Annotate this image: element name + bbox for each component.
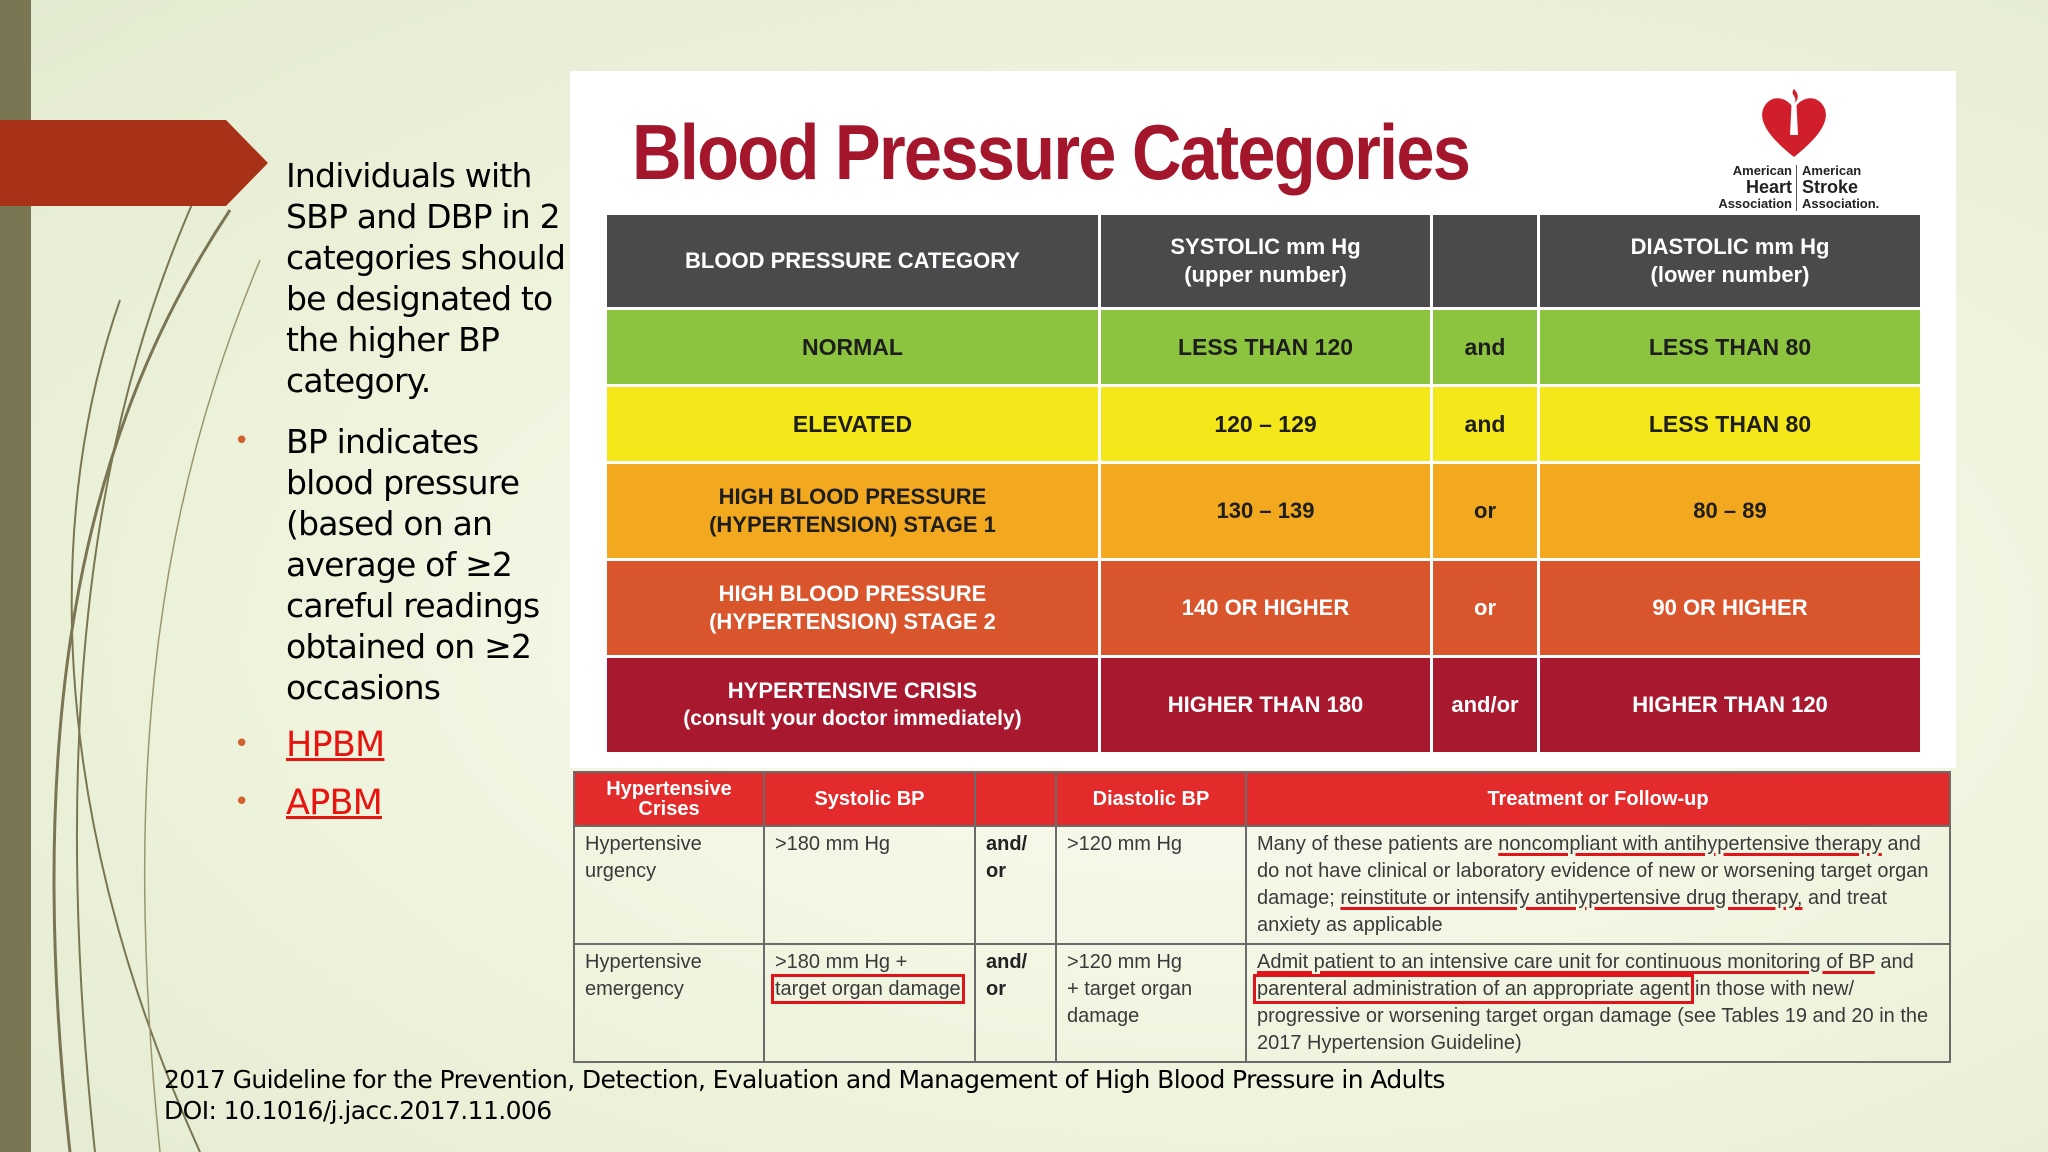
logo-divider (1796, 165, 1797, 211)
header-diastolic: DIASTOLIC mm Hg (lower number) (1540, 215, 1920, 307)
systolic-cell: >180 mm Hg + target organ damage (764, 944, 975, 1062)
citation-footer (164, 1064, 1445, 1126)
header-connector (975, 772, 1056, 826)
crisis-name-cell: Hypertensive emergency (574, 944, 764, 1062)
systolic-cell: HIGHER THAN 180 (1101, 658, 1430, 752)
bullet-text: BP indicates blood pressure (based on an average of ≥2 careful readings obtained on ≥2 occasions (286, 422, 540, 707)
bullet-item-hpbm (234, 724, 574, 766)
bp-category-table (604, 212, 1923, 755)
connector-cell: and (1433, 387, 1537, 461)
diastolic-cell: LESS THAN 80 (1540, 387, 1920, 461)
connector-cell: and/ or (975, 826, 1056, 944)
systolic-cell: 140 OR HIGHER (1101, 561, 1430, 655)
bp-row-stage-2 (607, 561, 1920, 655)
hpbm-link[interactable]: HPBM (286, 725, 385, 765)
header-connector (1433, 215, 1537, 307)
crisis-name-cell: Hypertensive urgency (574, 826, 764, 944)
systolic-cell: 120 – 129 (1101, 387, 1430, 461)
treatment-cell: Many of these patients are noncompliant with antihypertensive therapy and do not have clinical or laboratory evidence of new or worsening target organ damage; reinstitute or intensify antihypertensive drug therapy, and treat anxiety as applicable (1246, 826, 1950, 944)
bullet-dot: • (234, 426, 249, 456)
bullet-item-apbm (234, 782, 574, 824)
systolic-cell: LESS THAN 120 (1101, 310, 1430, 384)
chart-title: Blood Pressure Categories (632, 108, 1470, 196)
connector-cell: or (1433, 464, 1537, 558)
connector-cell: and (1433, 310, 1537, 384)
underlined-reinstitute: reinstitute or intensify antihypertensive drug therapy, (1340, 887, 1803, 909)
header-diastolic-bp: Diastolic BP (1056, 772, 1246, 826)
underlined-admit-patient: Admit patient to an intensive care unit for continuous monitoring of BP (1257, 951, 1875, 973)
crisis-row-urgency (574, 826, 1950, 944)
bp-table-header (607, 215, 1920, 307)
aha-logo (1698, 89, 1888, 209)
diastolic-cell: 80 – 89 (1540, 464, 1920, 558)
category-cell: ELEVATED (607, 387, 1098, 461)
bp-row-elevated (607, 387, 1920, 461)
boxed-target-organ-damage: target organ damage (775, 978, 961, 1000)
hypertensive-crises-table (573, 771, 1951, 1063)
bp-row-hypertensive-crisis (607, 658, 1920, 752)
category-cell: HIGH BLOOD PRESSURE (HYPERTENSION) STAGE 1 (607, 464, 1098, 558)
diastolic-cell: >120 mm Hg + target organ damage (1056, 944, 1246, 1062)
boxed-parenteral-administration: parenteral administration of an appropriate agent (1257, 978, 1690, 1000)
bullet-dot: • (234, 729, 249, 759)
citation-doi: DOI: 10.1016/j.jacc.2017.11.006 (164, 1096, 552, 1125)
crisis-row-emergency (574, 944, 1950, 1062)
systolic-cell: 130 – 139 (1101, 464, 1430, 558)
connector-cell: or (1433, 561, 1537, 655)
category-cell: HYPERTENSIVE CRISIS (consult your doctor immediately) (607, 658, 1098, 752)
bullet-item-bp-definition (234, 421, 574, 708)
header-category: BLOOD PRESSURE CATEGORY (607, 215, 1098, 307)
header-systolic-bp: Systolic BP (764, 772, 975, 826)
systolic-cell: >180 mm Hg (764, 826, 975, 944)
diastolic-cell: HIGHER THAN 120 (1540, 658, 1920, 752)
heart-torch-icon (1756, 89, 1832, 161)
bullet-dot: • (234, 787, 249, 817)
bp-categories-chart (570, 71, 1956, 768)
diastolic-cell: LESS THAN 80 (1540, 310, 1920, 384)
apbm-link[interactable]: APBM (286, 783, 383, 823)
header-crises: Hypertensive Crises (574, 772, 764, 826)
crisis-table-header (574, 772, 1950, 826)
bp-row-normal (607, 310, 1920, 384)
connector-cell: and/or (1433, 658, 1537, 752)
treatment-cell: Admit patient to an intensive care unit for continuous monitoring of BP and parenteral administration of an appropriate agent in those with new/ progressive or worsening target organ damage (see Tables 19 and 20 in the 2017 Hypertension Guideline) (1246, 944, 1950, 1062)
header-systolic: SYSTOLIC mm Hg (upper number) (1101, 215, 1430, 307)
bullet-item-higher-category (234, 155, 574, 401)
category-cell: NORMAL (607, 310, 1098, 384)
red-arrow-shape (0, 120, 268, 206)
bullet-list (234, 155, 574, 824)
bp-row-stage-1 (607, 464, 1920, 558)
aha-heart-association-text: American Heart Association (1718, 163, 1792, 211)
connector-cell: and/ or (975, 944, 1056, 1062)
aha-stroke-association-text: American Stroke Association. (1802, 163, 1880, 211)
diastolic-cell: 90 OR HIGHER (1540, 561, 1920, 655)
citation-title: 2017 Guideline for the Prevention, Detection, Evaluation and Management of High Blood Pressure in Adults (164, 1065, 1445, 1094)
diastolic-cell: >120 mm Hg (1056, 826, 1246, 944)
underlined-noncompliant: noncompliant with antihypertensive therapy (1498, 833, 1882, 855)
header-treatment: Treatment or Follow-up (1246, 772, 1950, 826)
bullet-text: Individuals with SBP and DBP in 2 categories should be designated to the higher BP category. (286, 156, 566, 400)
category-cell: HIGH BLOOD PRESSURE (HYPERTENSION) STAGE 2 (607, 561, 1098, 655)
